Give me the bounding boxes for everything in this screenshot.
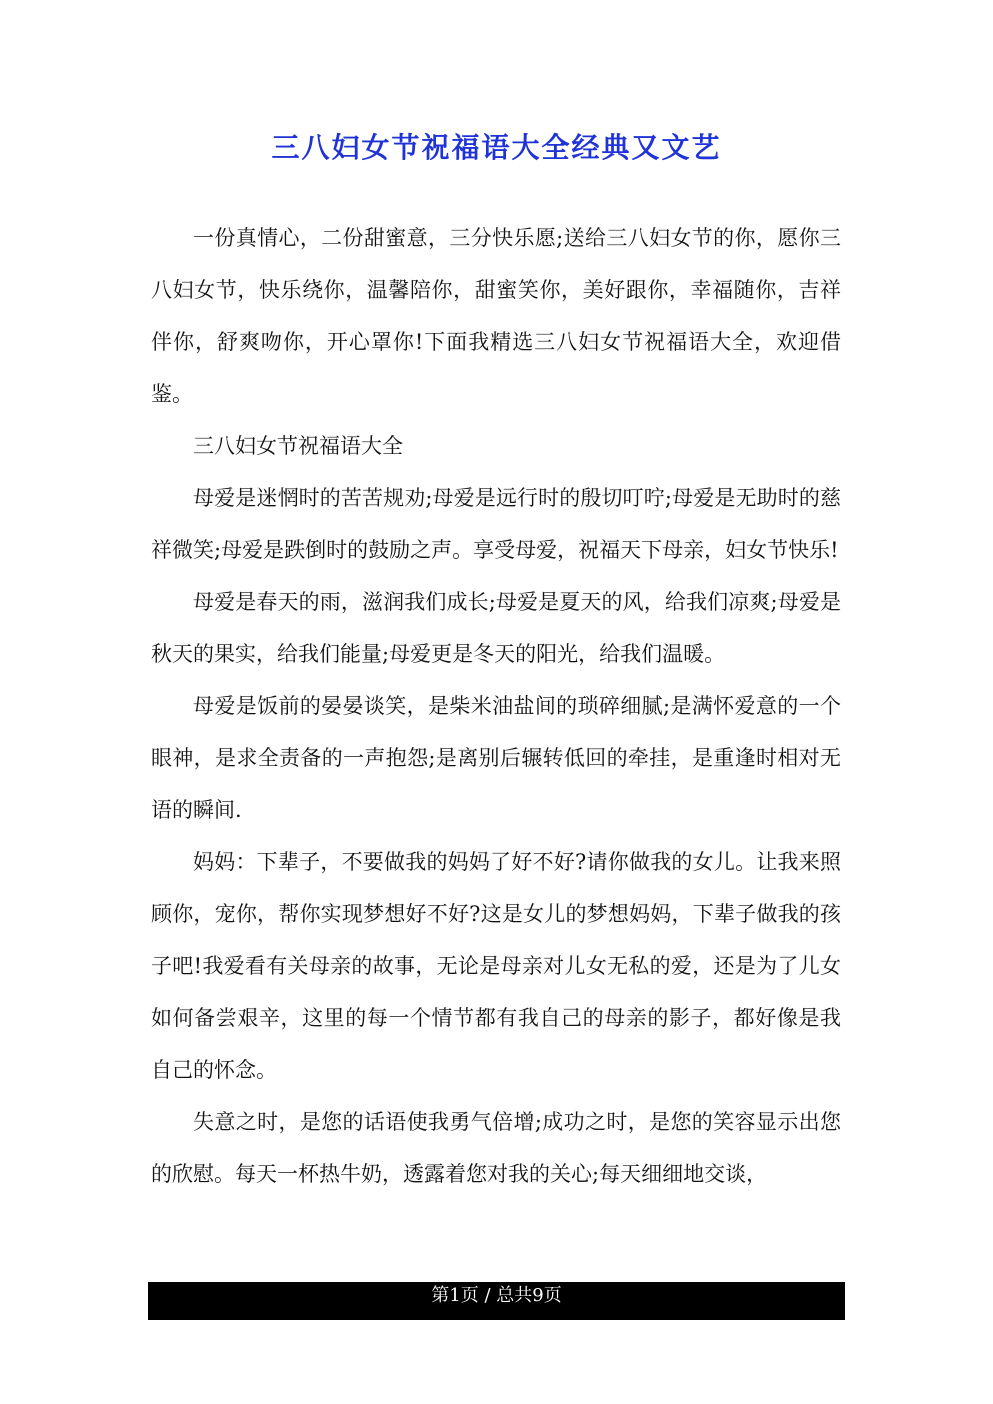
document-title: 三八妇女节祝福语大全经典又文艺 <box>271 131 722 164</box>
paragraph: 母爱是饭前的晏晏谈笑，是柴米油盐间的琐碎细腻;是满怀爱意的一个眼神，是求全责备的一声抱怨;是离别后辗转低回的牵挂，是重逢时相对无语的瞬间. <box>151 694 841 822</box>
paragraph: 母爱是迷惘时的苦苦规劝;母爱是远行时的殷切叮咛;母爱是无助时的慈祥微笑;母爱是跌倒时的鼓励之声。享受母爱，祝福天下母亲，妇女节快乐! <box>151 486 841 562</box>
paragraph-intro: 一份真情心，二份甜蜜意，三分快乐愿;送给三八妇女节的你，愿你三八妇女节，快乐绕你，温馨陪你，甜蜜笑你，美好跟你，幸福随你，吉祥伴你，舒爽吻你，开心罩你!下面我精选三八妇女节祝福语大全，欢迎借鉴。 <box>151 226 841 406</box>
paragraph: 妈妈：下辈子，不要做我的妈妈了好不好?请你做我的女儿。让我来照顾你，宠你，帮你实现梦想好不好?这是女儿的梦想妈妈，下辈子做我的孩子吧!我爱看有关母亲的故事，无论是母亲对儿女无私的爱，还是为了儿女如何备尝艰辛，这里的每一个情节都有我自己的母亲的影子，都好像是我自己的怀念。 <box>151 850 841 1082</box>
paragraph-heading: 三八妇女节祝福语大全 <box>193 434 403 458</box>
document-body <box>151 212 841 1200</box>
paragraph: 母爱是春天的雨，滋润我们成长;母爱是夏天的风，给我们凉爽;母爱是秋天的果实，给我们能量;母爱更是冬天的阳光，给我们温暖。 <box>151 590 841 666</box>
page-footer: 第1页 / 总共9页 <box>148 1282 845 1320</box>
paragraph: 失意之时，是您的话语使我勇气倍增;成功之时，是您的笑容显示出您的欣慰。每天一杯热牛奶，透露着您对我的关心;每天细细地交谈， <box>151 1110 841 1186</box>
